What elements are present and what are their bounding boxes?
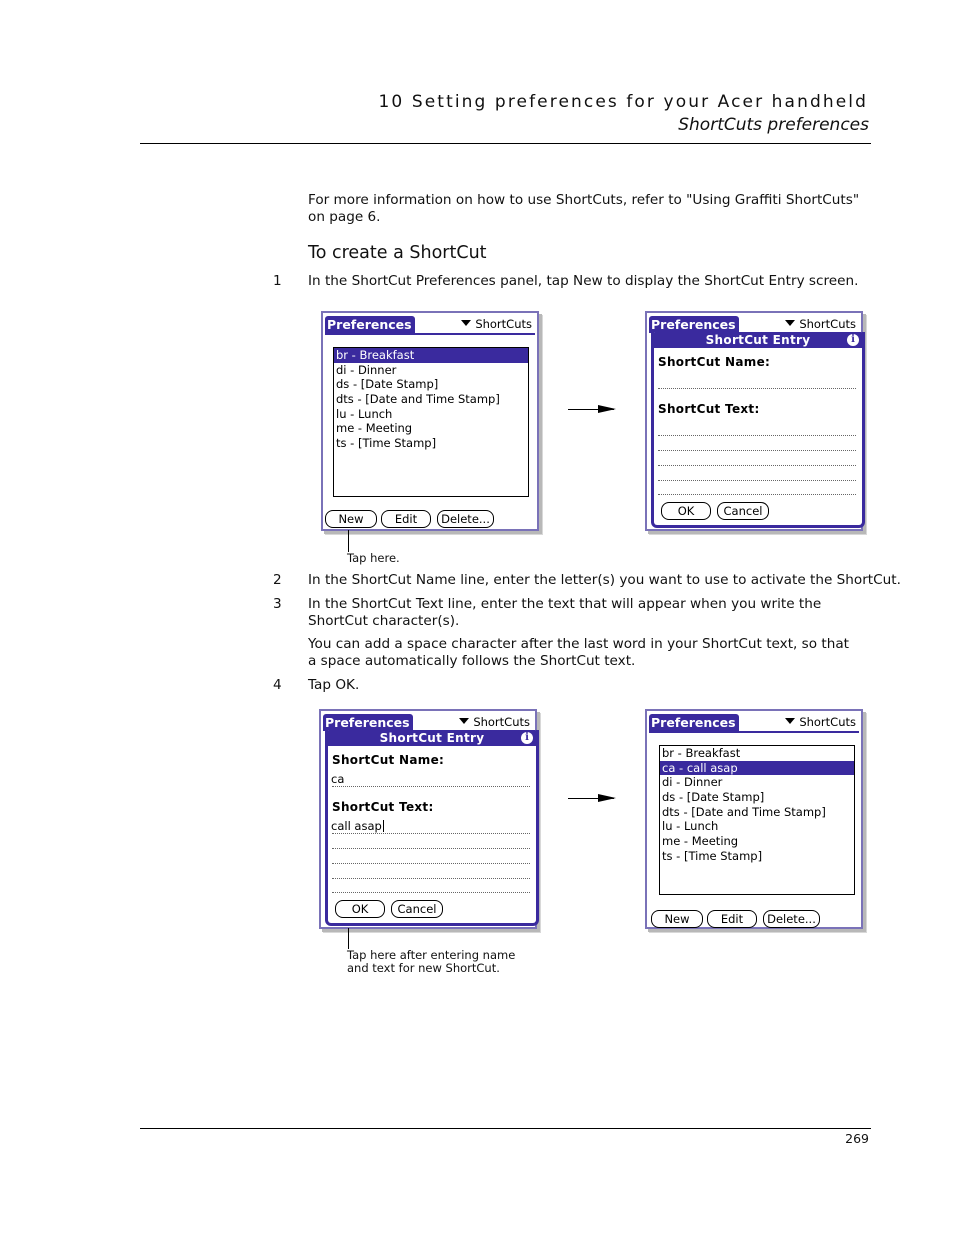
title-underline [325, 333, 535, 335]
callout-tap-here-after: Tap here after entering name and text for new ShortCut. [347, 948, 516, 975]
dialog-title: ShortCut Entry [651, 332, 865, 348]
step-text: Tap OK. [308, 677, 360, 693]
category-picker[interactable] [461, 316, 532, 333]
ok-button[interactable]: OK [661, 502, 711, 520]
shortcut-text-value: call asap [331, 819, 382, 833]
step-text: In the ShortCut Name line, enter the letter(s) you want to use to activate the ShortCut. [308, 572, 901, 588]
step-text: In the ShortCut Text line, enter the text that will appear when you write the ShortCut character(s). [308, 596, 822, 629]
text-cursor [383, 820, 385, 832]
chapter-title: 10 Setting preferences for your Acer handheld [378, 92, 868, 112]
delete-button[interactable]: Delete... [763, 910, 820, 928]
arrow-icon [568, 798, 614, 799]
palm-screen-preferences-list-updated [645, 709, 863, 929]
dropdown-triangle-icon [785, 718, 795, 724]
category-label: ShortCuts [473, 715, 530, 729]
cancel-button[interactable]: Cancel [391, 900, 443, 918]
shortcut-list[interactable] [333, 347, 529, 497]
dialog-title: ShortCut Entry [325, 730, 539, 746]
step-text: In the ShortCut Preferences panel, tap New to display the ShortCut Entry screen. [308, 273, 859, 289]
shortcut-name-field[interactable] [658, 388, 856, 389]
palm-screen-preferences-list [321, 311, 539, 531]
list-item[interactable]: me - Meeting [336, 421, 413, 436]
list-item[interactable]: ds - [Date Stamp] [662, 790, 765, 805]
category-picker[interactable] [785, 714, 856, 731]
step-number: 4 [273, 677, 282, 693]
shortcut-name-field[interactable] [332, 786, 530, 787]
shortcut-text-line [332, 892, 530, 893]
shortcut-text-line [658, 480, 856, 481]
dropdown-triangle-icon [461, 320, 471, 326]
shortcut-name-label: ShortCut Name: [658, 355, 771, 369]
step-note: You can add a space character after the last word in your ShortCut text, so that a space automatically follows the ShortCut text. [308, 636, 849, 669]
info-icon[interactable]: i [847, 334, 859, 346]
step-number: 2 [273, 572, 282, 588]
shortcut-name-value[interactable]: ca [331, 772, 345, 786]
form-title: Preferences [325, 316, 415, 333]
list-item[interactable]: lu - Lunch [336, 406, 393, 421]
dropdown-triangle-icon [785, 320, 795, 326]
palm-screen-entry-blank [645, 311, 863, 531]
intro-paragraph: For more information on how to use ShortCuts, refer to "Using Graffiti ShortCuts" on page 6. [308, 192, 860, 225]
shortcut-entry-dialog [325, 730, 539, 926]
shortcut-entry-dialog [651, 332, 865, 528]
list-item[interactable]: lu - Lunch [662, 819, 719, 834]
info-icon[interactable]: i [521, 732, 533, 744]
edit-button[interactable]: Edit [707, 910, 757, 928]
list-item[interactable]: br - Breakfast [662, 746, 741, 760]
shortcut-text-label: ShortCut Text: [332, 800, 434, 814]
category-picker[interactable] [785, 316, 856, 333]
list-item[interactable]: dts - [Date and Time Stamp] [336, 392, 500, 407]
callout-tap-here: Tap here. [347, 551, 400, 565]
shortcut-text-field[interactable] [332, 833, 530, 834]
callout-leader [348, 928, 349, 949]
new-button[interactable]: New [651, 910, 703, 928]
callout-leader [348, 530, 349, 552]
section-title: ShortCuts preferences [678, 115, 869, 135]
shortcut-text-line [658, 494, 856, 495]
section-heading: To create a ShortCut [308, 243, 487, 263]
category-label: ShortCuts [475, 317, 532, 331]
list-item[interactable]: ts - [Time Stamp] [336, 436, 437, 451]
list-item[interactable]: br - Breakfast [334, 348, 528, 363]
shortcut-list[interactable] [659, 745, 855, 895]
list-item[interactable]: ca - call asap [660, 761, 854, 776]
category-label: ShortCuts [799, 715, 856, 729]
page-number: 269 [845, 1131, 869, 1146]
delete-button[interactable]: Delete... [437, 510, 494, 528]
palm-screen-entry-filled [319, 709, 537, 929]
step-number: 1 [273, 273, 282, 289]
edit-button[interactable]: Edit [381, 510, 431, 528]
shortcut-text-label: ShortCut Text: [658, 402, 760, 416]
list-item[interactable]: ts - [Time Stamp] [662, 848, 763, 863]
shortcut-text-line [332, 863, 530, 864]
dropdown-triangle-icon [459, 718, 469, 724]
form-title: Preferences [323, 714, 413, 731]
ok-button[interactable]: OK [335, 900, 385, 918]
shortcut-text-field[interactable] [658, 435, 856, 436]
shortcut-text-line [332, 848, 530, 849]
list-item[interactable]: dts - [Date and Time Stamp] [662, 804, 826, 819]
footer-rule [140, 1128, 871, 1129]
list-item[interactable]: me - Meeting [662, 834, 739, 849]
form-title: Preferences [649, 316, 739, 333]
arrow-icon [568, 409, 614, 410]
header-rule [140, 143, 871, 144]
form-title: Preferences [649, 714, 739, 731]
new-button[interactable]: New [325, 510, 377, 528]
shortcut-name-label: ShortCut Name: [332, 753, 445, 767]
category-picker[interactable] [459, 714, 530, 731]
list-item[interactable]: di - Dinner [662, 775, 723, 790]
step-number: 3 [273, 596, 282, 612]
category-label: ShortCuts [799, 317, 856, 331]
shortcut-text-value-wrap[interactable] [331, 819, 384, 833]
list-item[interactable]: di - Dinner [336, 362, 397, 377]
shortcut-text-line [658, 465, 856, 466]
shortcut-text-line [658, 450, 856, 451]
title-underline [649, 731, 859, 733]
list-item[interactable]: ds - [Date Stamp] [336, 377, 439, 392]
cancel-button[interactable]: Cancel [717, 502, 769, 520]
shortcut-text-line [332, 878, 530, 879]
